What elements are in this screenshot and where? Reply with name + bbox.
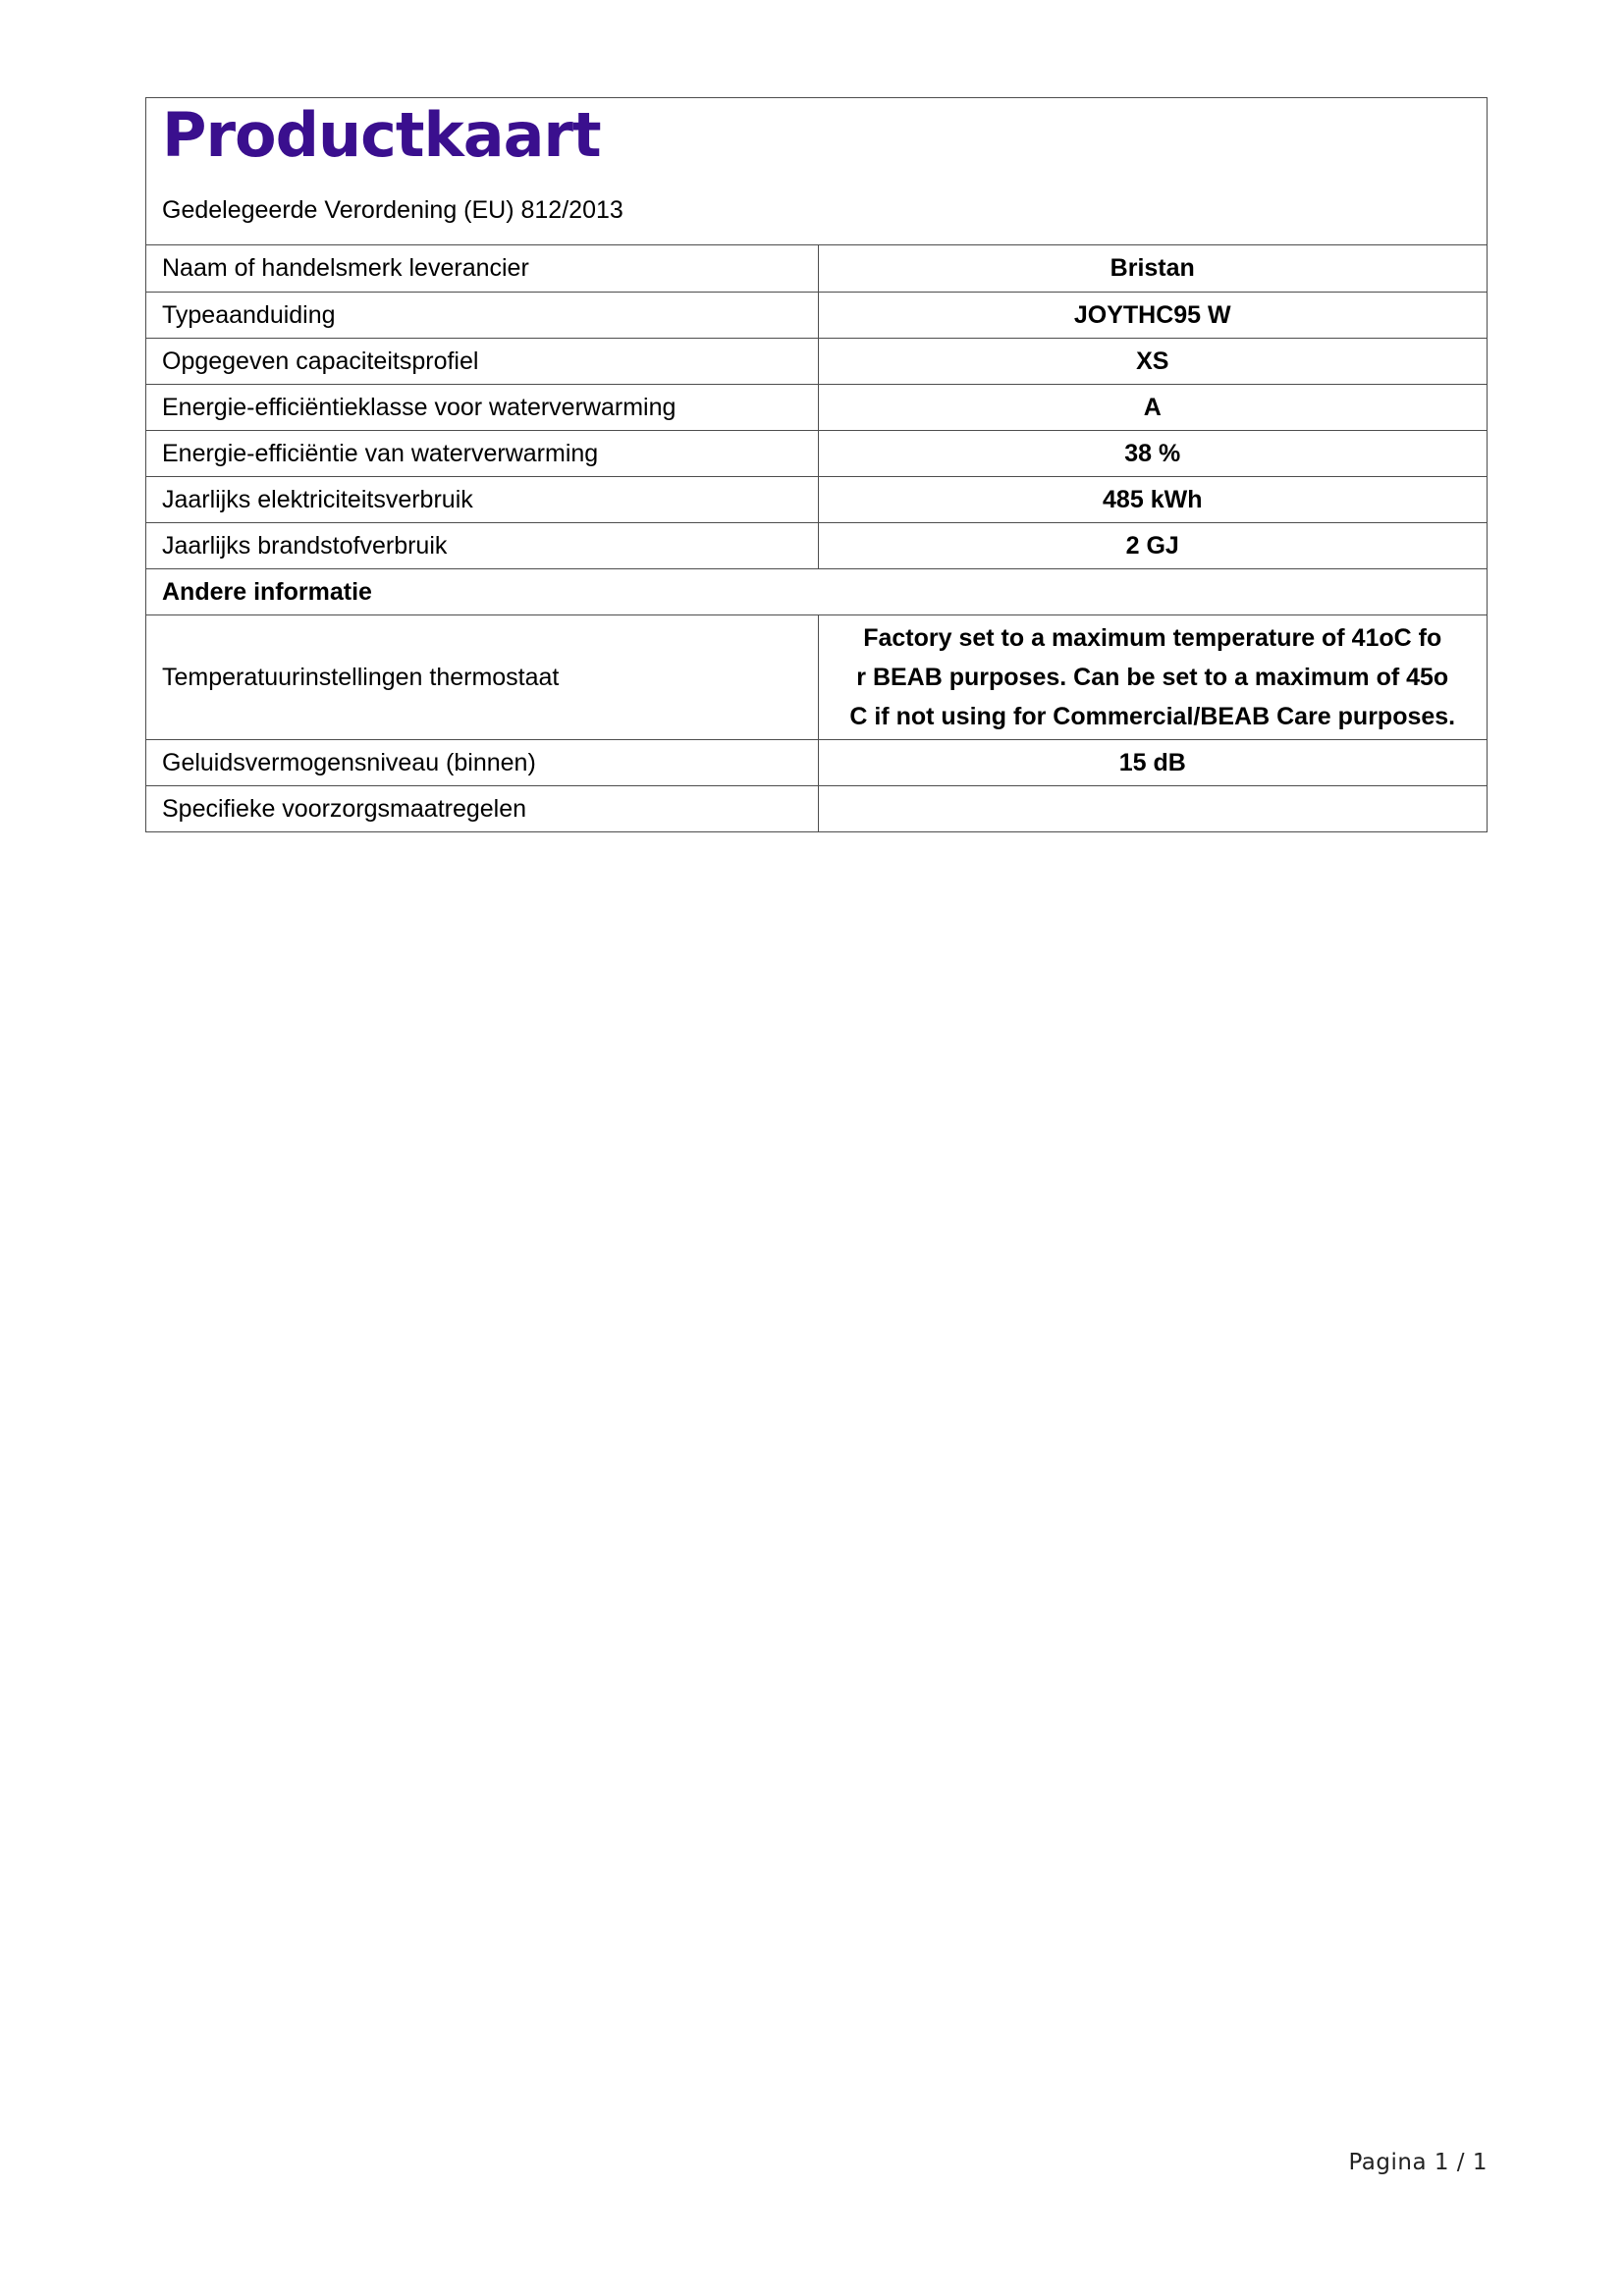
row-label: Specifieke voorzorgsmaatregelen [146,785,818,831]
product-card [145,97,1488,832]
table-row [146,338,1487,384]
row-value: 485 kWh [818,476,1487,522]
section-title: Andere informatie [146,568,1487,614]
row-label: Jaarlijks elektriciteitsverbruik [146,476,818,522]
row-value: Factory set to a maximum temperature of 41oC fo r BEAB purposes. Can be set to a maximum of 45o C if not using for Commercial/BEAB Care purposes. [818,614,1487,739]
table-row [146,785,1487,831]
row-value: 38 % [818,430,1487,476]
row-label: Energie-efficiëntieklasse voor waterverwarming [146,384,818,430]
row-label: Typeaanduiding [146,292,818,338]
regulation-subtitle: Gedelegeerde Verordening (EU) 812/2013 [162,196,623,224]
table-row [146,430,1487,476]
row-value [818,785,1487,831]
table-row [146,522,1487,568]
table-row [146,739,1487,785]
row-label: Geluidsvermogensniveau (binnen) [146,739,818,785]
row-label: Jaarlijks brandstofverbruik [146,522,818,568]
row-value: XS [818,338,1487,384]
row-label: Temperatuurinstellingen thermostaat [146,614,818,739]
page-number: Pagina 1 / 1 [1348,2150,1488,2175]
row-label: Opgegeven capaciteitsprofiel [146,338,818,384]
table-row [146,476,1487,522]
row-label: Naam of handelsmerk leverancier [146,245,818,292]
table-row [146,245,1487,292]
row-value: 15 dB [818,739,1487,785]
table-row [146,614,1487,739]
card-header [146,98,1487,245]
table-row [146,292,1487,338]
row-value: Bristan [1110,254,1195,283]
row-label: Energie-efficiëntie van waterverwarming [146,430,818,476]
page-title: Productkaart [162,99,601,171]
section-row [146,568,1487,614]
row-value: 2 GJ [818,522,1487,568]
row-value: A [818,384,1487,430]
spec-table [146,245,1487,831]
row-value: JOYTHC95 W [818,292,1487,338]
table-row [146,384,1487,430]
